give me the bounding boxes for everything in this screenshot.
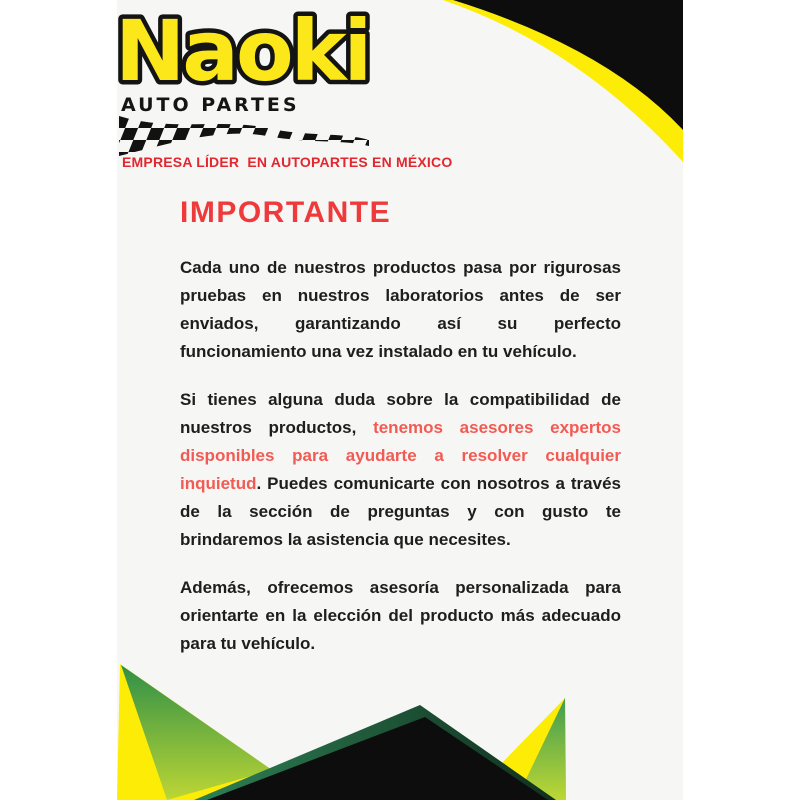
paragraph-quality: Cada uno de nuestros productos pasa por rigurosas pruebas en nuestros laboratorios antes de ser enviados, garantizando así su perfecto funcionamiento una vez instalado en tu vehículo. [180, 258, 621, 361]
bottom-decoration [117, 660, 683, 800]
flag-shape [119, 116, 369, 156]
main-content [180, 196, 621, 678]
brand-subtitle: AUTO PARTES [121, 94, 300, 116]
paragraph-advice: Además, ofrecemos asesoría personalizada para orientarte en la elección del producto más adecuado para tu vehículo. [180, 578, 621, 653]
page-title: IMPORTANTE [180, 196, 392, 229]
paragraph-support-end: . Puedes comunicarte con nosotros a través de la sección de preguntas y con gusto te brindaremos la asistencia que necesites. [180, 474, 621, 549]
brand-tagline: EMPRESA LÍDER EN AUTOPARTES EN MÉXICO [122, 154, 453, 170]
paragraph-support-start: Si tienes alguna duda sobre la compatibilidad de nuestros productos, [180, 390, 621, 437]
brand-logo-block [117, 0, 587, 180]
paragraph-support [180, 386, 621, 554]
brand-name-text: Naoki [115, 2, 370, 100]
flyer-card [117, 0, 683, 800]
naoki-logo [117, 0, 387, 100]
paragraph-support-highlight: tenemos asesores expertos disponibles para ayudarte a resolver cualquier inquietud [180, 418, 621, 493]
